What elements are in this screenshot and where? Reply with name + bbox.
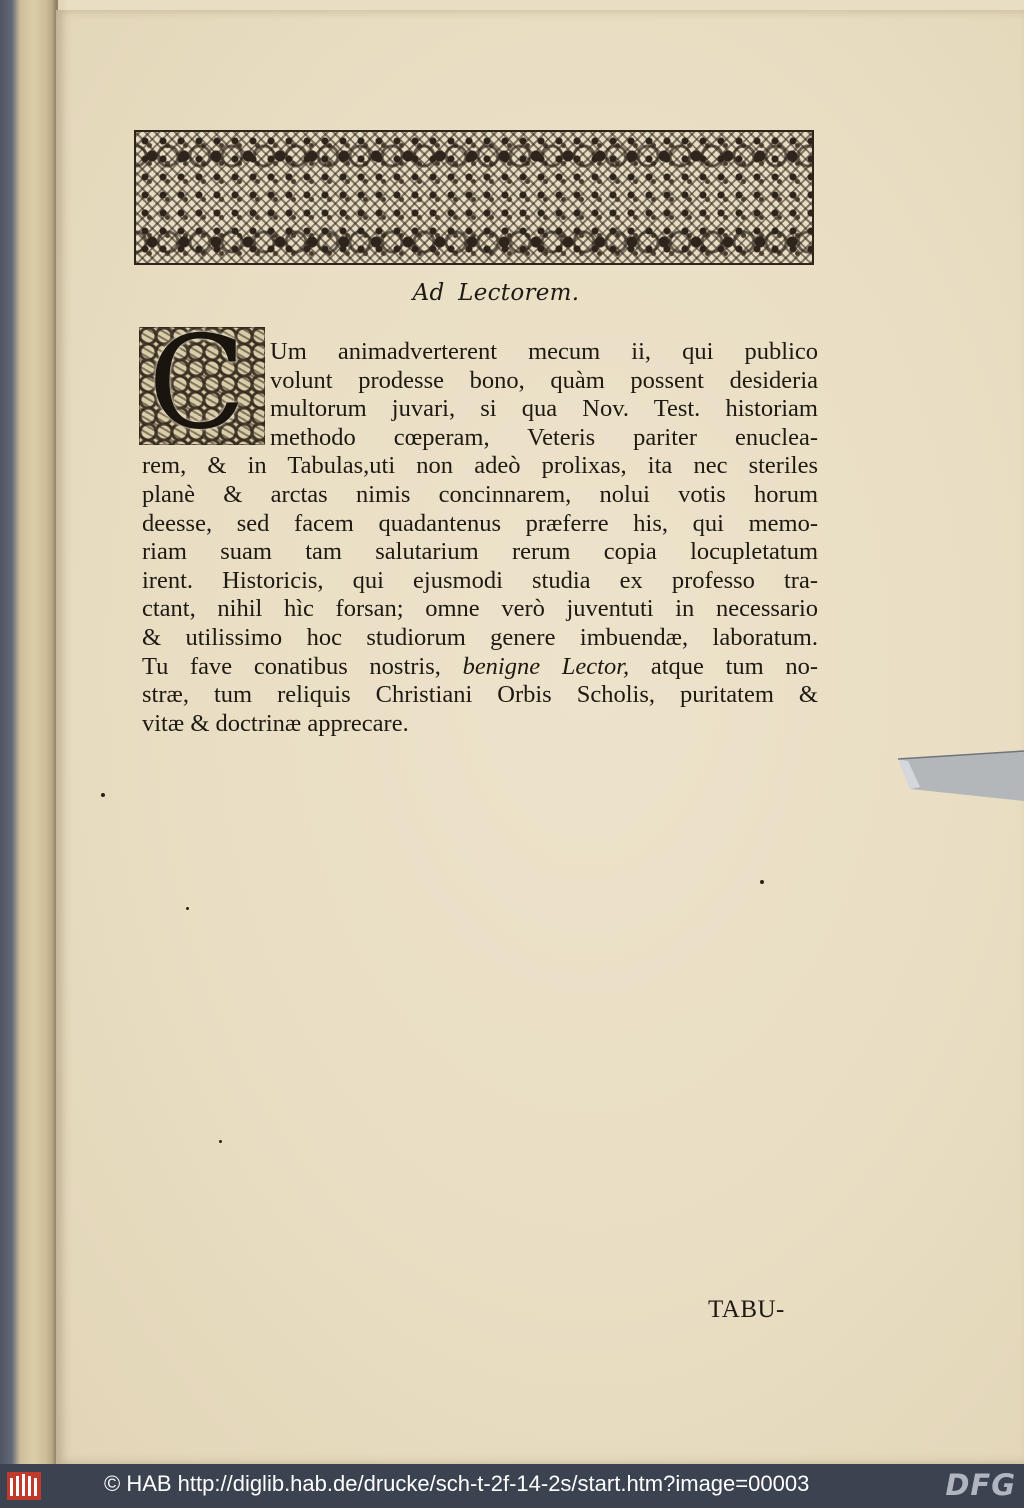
text-line-1: Um animadverterent mecum ii, qui publico <box>270 338 818 365</box>
hab-logo-icon <box>7 1472 41 1500</box>
dfg-logo: DFG <box>945 1468 1016 1502</box>
page-heading <box>0 280 968 306</box>
bookmark-strip <box>880 745 1024 805</box>
body-text <box>142 338 818 738</box>
viewer-footer <box>0 1464 1024 1508</box>
text-line-6: planè & arctas nimis concinnarem, nolui votis horum <box>142 480 818 508</box>
line12-italic: benigne Lector, <box>462 652 630 680</box>
text-line-13: stræ, tum reliquis Christiani Orbis Scholis, puritatem & <box>142 681 818 709</box>
ink-speck <box>760 880 764 884</box>
text-line-9: irent. Historicis, qui ejusmodi studia ex professo tra- <box>142 566 818 594</box>
catchword: TABU- <box>708 1296 785 1323</box>
heading-prefix: Ad <box>412 280 445 306</box>
initial-letter: C <box>148 309 246 458</box>
text-line-3: multorum juvari, si qua Nov. Test. historiam <box>270 395 818 423</box>
ink-speck <box>186 907 189 910</box>
line12-post: atque tum no- <box>650 652 819 680</box>
left-page-edge <box>0 0 58 1464</box>
text-line-2: volunt prodesse bono, quàm possent desideria <box>270 366 818 394</box>
ornament-band-top <box>136 136 812 176</box>
text-line-10: ctant, nihil hìc forsan; omne verò juventuti in necessario <box>142 595 818 623</box>
text-line-11: & utilissimo hoc studiorum genere imbuendæ, laboratum. <box>142 623 818 651</box>
text-line-12 <box>142 653 818 682</box>
text-line-8: riam suam tam salutarium rerum copia locupletatum <box>142 538 818 566</box>
copyright-url[interactable]: © HAB http://diglib.hab.de/drucke/sch-t-2f-14-2s/start.htm?image=00003 <box>104 1471 810 1496</box>
text-line-4: methodo cœperam, Veteris pariter enuclea- <box>270 423 818 451</box>
heading-italic: Lectorem. <box>458 280 580 306</box>
text-line-14: vitæ & doctrinæ apprecare. <box>142 709 409 737</box>
text-line-7: deesse, sed facem quadantenus præferre his, qui memo- <box>142 509 818 537</box>
ink-speck <box>101 793 105 797</box>
ornament-band-bottom <box>136 222 812 262</box>
line12-pre: Tu fave conatibus nostris, <box>142 652 441 680</box>
text-line-5: rem, & in Tabulas,uti non adeò prolixas, ita nec steriles <box>142 452 818 480</box>
ornamental-headpiece <box>134 130 814 265</box>
ink-speck <box>219 1140 222 1143</box>
